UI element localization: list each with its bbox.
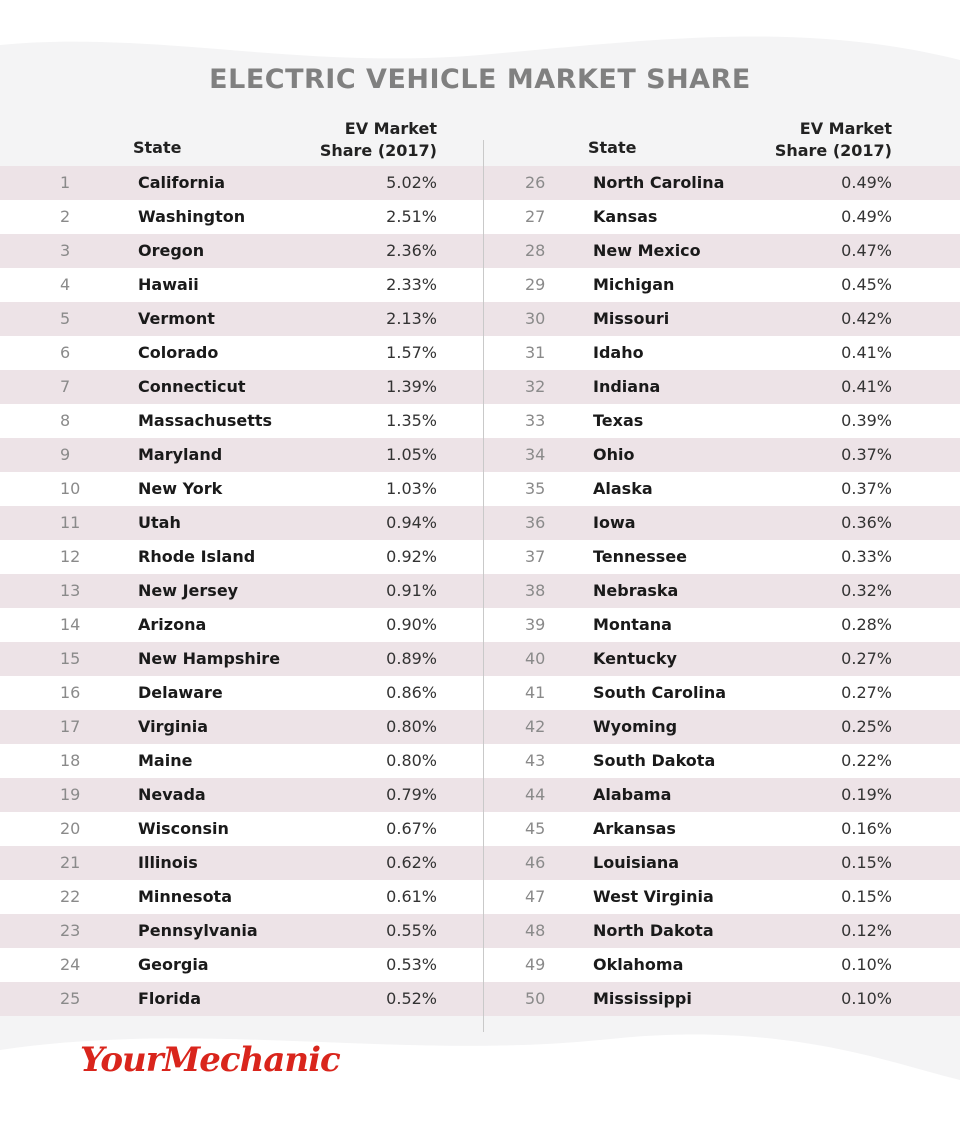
row-share: 0.41% [841, 377, 892, 396]
row-share: 0.79% [386, 785, 437, 804]
table-row [455, 880, 935, 914]
table-row [455, 982, 935, 1016]
row-rank: 4 [60, 275, 71, 294]
row-rank: 7 [60, 377, 71, 396]
row-share: 0.41% [841, 343, 892, 362]
row-share: 0.49% [841, 173, 892, 192]
table-row [0, 166, 480, 200]
table-row [0, 234, 480, 268]
table-row [455, 710, 935, 744]
row-state: Colorado [138, 343, 219, 362]
table-row [455, 948, 935, 982]
row-state: South Dakota [593, 751, 716, 770]
table-row [455, 268, 935, 302]
rows-right [455, 166, 935, 1016]
row-state: Michigan [593, 275, 675, 294]
row-state: Virginia [138, 717, 209, 736]
row-share: 0.61% [386, 887, 437, 906]
table-row [0, 268, 480, 302]
table-row [0, 914, 480, 948]
row-rank: 38 [525, 581, 546, 600]
row-state: Oklahoma [593, 955, 684, 974]
row-share: 1.35% [386, 411, 437, 430]
row-state: Iowa [593, 513, 636, 532]
row-share: 1.57% [386, 343, 437, 362]
row-rank: 40 [525, 649, 546, 668]
row-share: 0.15% [841, 853, 892, 872]
table-row [455, 404, 935, 438]
table-row [0, 846, 480, 880]
row-rank: 42 [525, 717, 546, 736]
row-rank: 13 [60, 581, 81, 600]
row-rank: 23 [60, 921, 81, 940]
table-row [455, 166, 935, 200]
row-rank: 16 [60, 683, 81, 702]
row-share: 0.25% [841, 717, 892, 736]
row-state: Arkansas [593, 819, 676, 838]
row-share: 0.92% [386, 547, 437, 566]
table-row [0, 472, 480, 506]
row-share: 0.90% [386, 615, 437, 634]
row-rank: 20 [60, 819, 81, 838]
row-share: 0.62% [386, 853, 437, 872]
table-row [455, 676, 935, 710]
row-share: 0.94% [386, 513, 437, 532]
row-state: Nebraska [593, 581, 679, 600]
row-state: Tennessee [593, 547, 688, 566]
row-share: 0.52% [386, 989, 437, 1008]
row-rank: 29 [525, 275, 546, 294]
row-state: Florida [138, 989, 202, 1008]
row-state: Maine [138, 751, 193, 770]
row-state: Alaska [593, 479, 653, 498]
row-rank: 10 [60, 479, 81, 498]
table-row [0, 948, 480, 982]
row-state: Arizona [138, 615, 207, 634]
row-state: West Virginia [593, 887, 714, 906]
row-state: Idaho [593, 343, 644, 362]
table-row [0, 710, 480, 744]
row-share: 0.45% [841, 275, 892, 294]
row-state: Illinois [138, 853, 198, 872]
row-state: Louisiana [593, 853, 680, 872]
table-row [455, 574, 935, 608]
row-state: Pennsylvania [138, 921, 258, 940]
row-state: Ohio [593, 445, 635, 464]
table-row [0, 778, 480, 812]
table-header [0, 116, 480, 166]
row-state: California [138, 173, 226, 192]
row-rank: 34 [525, 445, 546, 464]
row-state: Montana [593, 615, 672, 634]
table-row [0, 574, 480, 608]
row-rank: 17 [60, 717, 81, 736]
table-row [455, 234, 935, 268]
row-rank: 18 [60, 751, 81, 770]
table-row [455, 608, 935, 642]
table-row [0, 438, 480, 472]
row-state: Nevada [138, 785, 206, 804]
row-rank: 22 [60, 887, 81, 906]
row-rank: 39 [525, 615, 546, 634]
row-rank: 9 [60, 445, 71, 464]
row-state: Connecticut [138, 377, 246, 396]
row-state: Indiana [593, 377, 661, 396]
row-rank: 1 [60, 173, 71, 192]
row-share: 0.33% [841, 547, 892, 566]
rows-left [0, 166, 480, 1016]
header-share-line1: EV Market [799, 119, 892, 138]
row-state: New York [138, 479, 223, 498]
row-rank: 44 [525, 785, 546, 804]
table-row [455, 914, 935, 948]
row-rank: 35 [525, 479, 546, 498]
row-share: 2.33% [386, 275, 437, 294]
row-state: Maryland [138, 445, 223, 464]
row-state: Wisconsin [138, 819, 229, 838]
row-state: Hawaii [138, 275, 199, 294]
row-share: 0.22% [841, 751, 892, 770]
row-share: 0.10% [841, 955, 892, 974]
header-share [732, 118, 892, 162]
row-share: 0.16% [841, 819, 892, 838]
table-left-column [0, 116, 480, 1016]
row-rank: 2 [60, 207, 71, 226]
table-row [0, 812, 480, 846]
row-state: North Dakota [593, 921, 714, 940]
row-rank: 12 [60, 547, 81, 566]
row-share: 1.03% [386, 479, 437, 498]
row-rank: 46 [525, 853, 546, 872]
row-rank: 32 [525, 377, 546, 396]
table-row [455, 336, 935, 370]
row-rank: 41 [525, 683, 546, 702]
row-share: 0.42% [841, 309, 892, 328]
table-right-column [455, 116, 935, 1016]
table-row [455, 200, 935, 234]
row-share: 2.13% [386, 309, 437, 328]
row-share: 0.32% [841, 581, 892, 600]
row-state: Massachusetts [138, 411, 273, 430]
table-row [0, 982, 480, 1016]
table-row [455, 812, 935, 846]
row-rank: 48 [525, 921, 546, 940]
page-title: ELECTRIC VEHICLE MARKET SHARE [209, 64, 751, 95]
table-row [0, 404, 480, 438]
row-rank: 31 [525, 343, 546, 362]
row-rank: 47 [525, 887, 546, 906]
table-header [455, 116, 935, 166]
table-row [455, 370, 935, 404]
row-rank: 30 [525, 309, 546, 328]
table-row [455, 744, 935, 778]
row-rank: 43 [525, 751, 546, 770]
row-rank: 21 [60, 853, 81, 872]
row-state: Kentucky [593, 649, 677, 668]
row-rank: 8 [60, 411, 71, 430]
row-rank: 5 [60, 309, 71, 328]
row-share: 0.36% [841, 513, 892, 532]
row-share: 0.91% [386, 581, 437, 600]
header-state: State [133, 138, 182, 157]
row-state: Vermont [138, 309, 215, 328]
row-share: 2.36% [386, 241, 437, 260]
row-state: New Hampshire [138, 649, 281, 668]
row-share: 0.39% [841, 411, 892, 430]
row-rank: 50 [525, 989, 546, 1008]
header-share-line2: Share (2017) [319, 141, 437, 160]
row-state: New Mexico [593, 241, 701, 260]
row-rank: 45 [525, 819, 546, 838]
row-share: 0.47% [841, 241, 892, 260]
row-share: 5.02% [386, 173, 437, 192]
table-row [455, 778, 935, 812]
row-state: Georgia [138, 955, 209, 974]
row-share: 2.51% [386, 207, 437, 226]
row-state: Wyoming [593, 717, 678, 736]
row-rank: 14 [60, 615, 81, 634]
row-rank: 36 [525, 513, 546, 532]
row-share: 0.28% [841, 615, 892, 634]
table-row [455, 438, 935, 472]
row-share: 0.19% [841, 785, 892, 804]
table-row [455, 642, 935, 676]
row-share: 0.37% [841, 445, 892, 464]
row-rank: 3 [60, 241, 71, 260]
header-state: State [588, 138, 637, 157]
table-row [0, 608, 480, 642]
table-row [0, 200, 480, 234]
row-rank: 24 [60, 955, 81, 974]
row-share: 0.86% [386, 683, 437, 702]
row-rank: 26 [525, 173, 546, 192]
header-share [277, 118, 437, 162]
row-share: 0.37% [841, 479, 892, 498]
row-rank: 19 [60, 785, 81, 804]
table-row [455, 846, 935, 880]
table-row [0, 540, 480, 574]
row-share: 0.49% [841, 207, 892, 226]
header-share-line2: Share (2017) [774, 141, 892, 160]
row-state: Mississippi [593, 989, 692, 1008]
row-rank: 15 [60, 649, 81, 668]
row-share: 0.27% [841, 683, 892, 702]
table-row [0, 676, 480, 710]
table-row [0, 642, 480, 676]
row-share: 0.15% [841, 887, 892, 906]
row-share: 0.67% [386, 819, 437, 838]
row-state: Missouri [593, 309, 670, 328]
row-state: Utah [138, 513, 181, 532]
row-state: South Carolina [593, 683, 727, 702]
row-share: 0.80% [386, 717, 437, 736]
row-state: Delaware [138, 683, 223, 702]
row-state: New Jersey [138, 581, 239, 600]
row-state: Kansas [593, 207, 658, 226]
row-share: 0.80% [386, 751, 437, 770]
table-row [455, 540, 935, 574]
row-rank: 28 [525, 241, 546, 260]
table-row [0, 744, 480, 778]
row-share: 0.89% [386, 649, 437, 668]
row-share: 1.05% [386, 445, 437, 464]
table-row [0, 336, 480, 370]
table-row [0, 302, 480, 336]
row-state: North Carolina [593, 173, 725, 192]
row-state: Texas [593, 411, 644, 430]
row-rank: 6 [60, 343, 71, 362]
row-share: 1.39% [386, 377, 437, 396]
row-rank: 25 [60, 989, 81, 1008]
row-rank: 37 [525, 547, 546, 566]
row-share: 0.53% [386, 955, 437, 974]
row-share: 0.55% [386, 921, 437, 940]
row-state: Alabama [593, 785, 672, 804]
header-share-line1: EV Market [344, 119, 437, 138]
table-row [455, 302, 935, 336]
row-state: Minnesota [138, 887, 232, 906]
table-row [0, 880, 480, 914]
row-share: 0.10% [841, 989, 892, 1008]
row-share: 0.12% [841, 921, 892, 940]
row-rank: 33 [525, 411, 546, 430]
row-share: 0.27% [841, 649, 892, 668]
row-state: Rhode Island [138, 547, 256, 566]
row-state: Oregon [138, 241, 205, 260]
row-rank: 49 [525, 955, 546, 974]
row-rank: 11 [60, 513, 81, 532]
table-row [455, 472, 935, 506]
table-row [0, 506, 480, 540]
row-rank: 27 [525, 207, 546, 226]
brand-logo: YourMechanic [80, 1040, 340, 1080]
table-row [0, 370, 480, 404]
table-row [455, 506, 935, 540]
row-state: Washington [138, 207, 246, 226]
